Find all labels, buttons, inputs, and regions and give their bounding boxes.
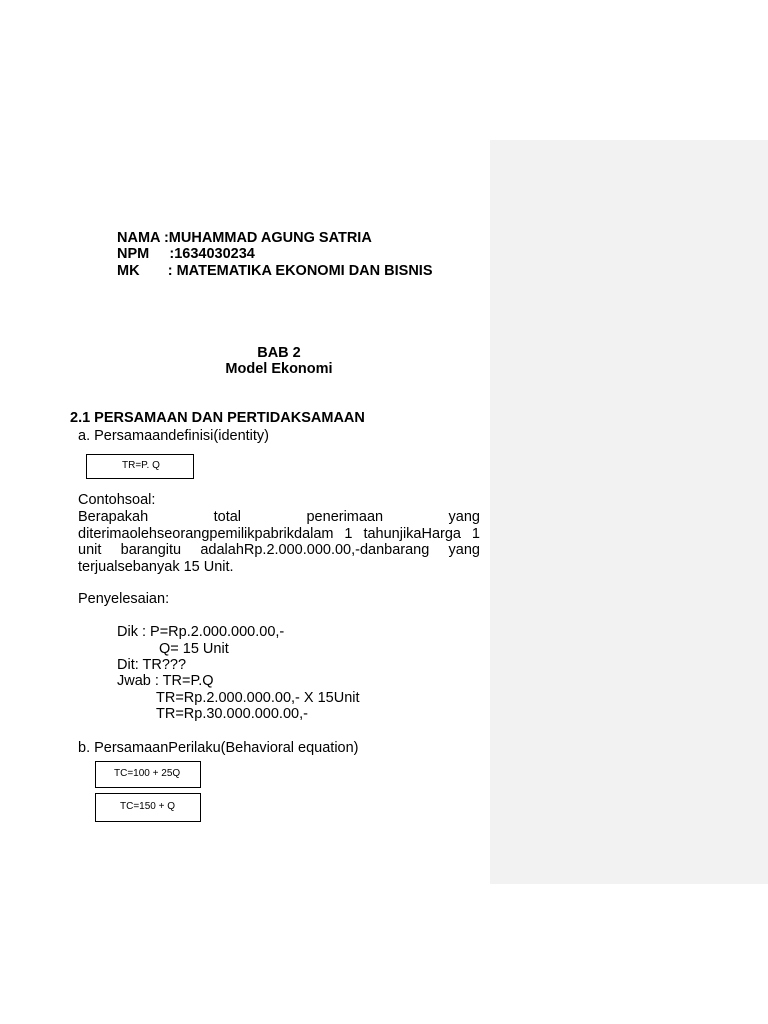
contoh-line-2: diterimaolehseorangpemilikpabrikdalam 1 tahunjikaHarga 1 (78, 526, 480, 542)
jwab-line: Jwab : TR=P.Q (117, 673, 214, 689)
formula-tc2: TC=150 + Q (120, 801, 176, 812)
formula-box-tc2 (95, 793, 201, 822)
chapter-title: Model Ekonomi (225, 361, 333, 377)
dik-price: Dik : P=Rp.2.000.000.00,- (117, 624, 285, 640)
contoh-label: Contohsoal: (78, 492, 156, 508)
contoh-line-1: Berapakah total penerimaan yang (78, 509, 480, 525)
student-npm: NPM :1634030234 (117, 246, 255, 262)
dit-line: Dit: TR??? (117, 657, 187, 673)
item-b-label: b. PersamaanPerilaku(Behavioral equation) (78, 740, 359, 756)
course-name: MK : MATEMATIKA EKONOMI DAN BISNIS (117, 263, 433, 279)
section-heading: 2.1 PERSAMAAN DAN PERTIDAKSAMAAN (70, 410, 365, 426)
item-a-label: a. Persamaandefinisi(identity) (78, 428, 270, 444)
comment-margin-panel (490, 140, 768, 884)
chapter-number: BAB 2 (257, 345, 301, 361)
formula-tr: TR=P. Q (122, 460, 160, 471)
contoh-line-4: terjualsebanyak 15 Unit. (78, 559, 234, 575)
dik-quantity: Q= 15 Unit (159, 641, 229, 657)
penyelesaian-label: Penyelesaian: (78, 591, 170, 607)
student-name: NAMA :MUHAMMAD AGUNG SATRIA (117, 230, 372, 246)
formula-box-tc1 (95, 761, 201, 788)
tr-result-line: TR=Rp.30.000.000.00,- (156, 706, 308, 722)
tr-calc-line: TR=Rp.2.000.000.00,- X 15Unit (156, 690, 360, 706)
formula-box-tr (86, 454, 194, 479)
contoh-line-3: unit barangitu adalahRp.2.000.000.00,-danbarang yang (78, 542, 480, 558)
formula-tc1: TC=100 + 25Q (114, 768, 181, 779)
